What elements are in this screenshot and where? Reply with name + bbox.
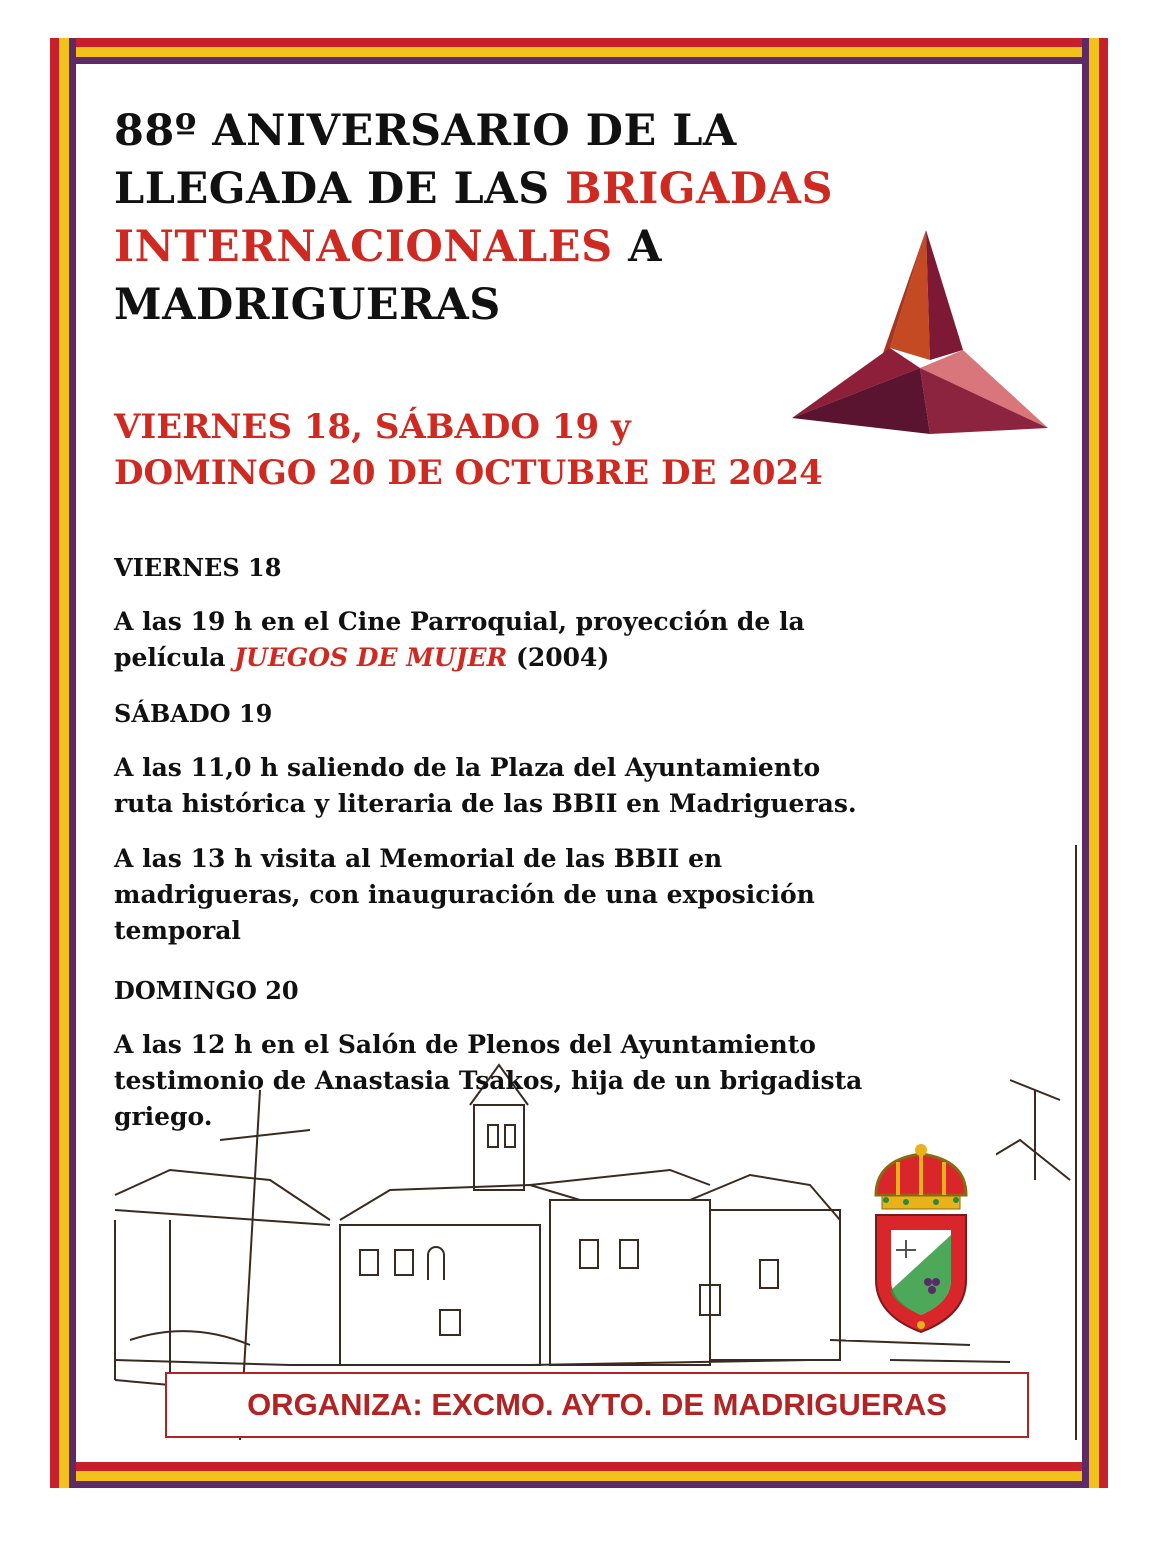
- saturday-event-1: [114, 750, 1074, 822]
- event-text: A las 12 h en el Salón de Plenos del Ayuntamiento: [114, 1030, 816, 1059]
- sunday-heading: DOMINGO 20: [114, 976, 299, 1005]
- dates-line-2: DOMINGO 20 DE OCTUBRE DE 2024: [114, 453, 823, 493]
- title-text: A: [612, 222, 662, 272]
- event-text: madrigueras, con inauguración de una exposición: [114, 880, 815, 909]
- event-text: A las 13 h visita al Memorial de las BBII en: [114, 844, 723, 873]
- friday-event-text: película: [114, 643, 235, 672]
- event-text: testimonio de Anastasia Tsakos, hija de un brigadista: [114, 1066, 863, 1095]
- title-text: LLEGADA DE LAS: [114, 164, 566, 214]
- event-text: ruta histórica y literaria de las BBII en Madrigueras.: [114, 789, 857, 818]
- title-line-1: 88º ANIVERSARIO DE LA: [114, 106, 737, 156]
- title-highlight: BRIGADAS: [565, 164, 834, 214]
- event-dates: [114, 404, 1014, 496]
- sunday-event: [114, 1027, 1074, 1135]
- title-line-4: MADRIGUERAS: [114, 280, 501, 330]
- town-coat-of-arms-icon: [846, 1140, 996, 1340]
- friday-heading: VIERNES 18: [114, 553, 282, 582]
- event-text: griego.: [114, 1102, 213, 1131]
- film-title: JUEGOS DE MUJER: [234, 643, 508, 672]
- film-year: (2004): [507, 643, 610, 672]
- event-text: A las 11,0 h saliendo de la Plaza del Ayuntamiento: [114, 753, 821, 782]
- friday-event: [114, 604, 1074, 676]
- dates-line-1: VIERNES 18, SÁBADO 19 y: [114, 407, 631, 447]
- title-line-2: [114, 160, 1014, 218]
- saturday-heading: SÁBADO 19: [114, 699, 273, 728]
- event-text: temporal: [114, 916, 241, 945]
- saturday-event-2: [114, 841, 1074, 949]
- organizer-banner: ORGANIZA: EXCMO. AYTO. DE MADRIGUERAS: [165, 1372, 1029, 1438]
- title-highlight: INTERNACIONALES: [114, 222, 613, 272]
- friday-event-text: A las 19 h en el Cine Parroquial, proyección de la: [114, 607, 805, 636]
